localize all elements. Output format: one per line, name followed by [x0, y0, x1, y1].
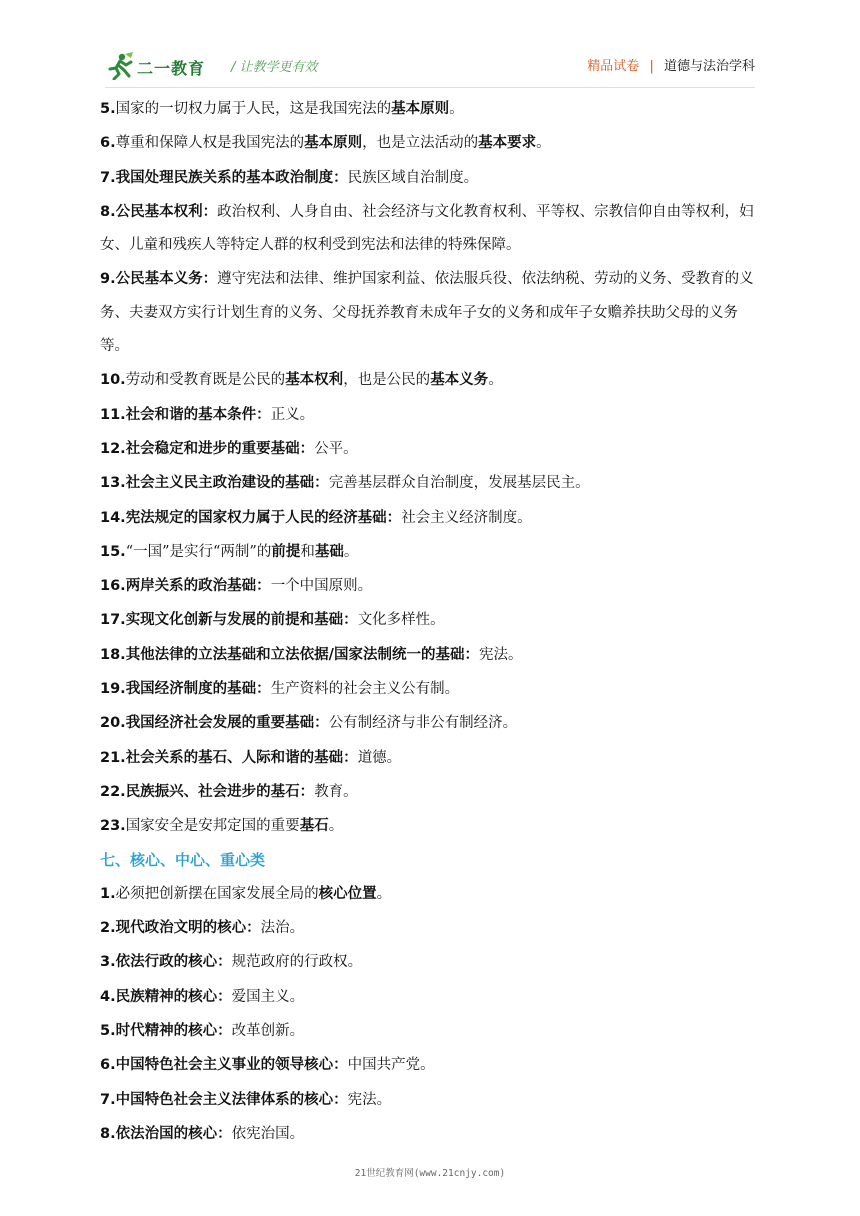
item-number: 7.	[100, 169, 116, 186]
bold-text: 基石	[299, 817, 329, 835]
item-number: 6.	[100, 135, 116, 152]
list-item	[100, 809, 762, 843]
item-number: 6.	[100, 1057, 116, 1074]
list-item	[100, 1014, 762, 1048]
item-text: 必须把创新摆在国家发展全局的	[115, 885, 319, 902]
bold-text: 社会稳定和进步的重要基础：	[125, 439, 315, 457]
bold-text: 我国经济制度的基础：	[125, 680, 271, 698]
list-item	[100, 501, 762, 535]
item-text: 宪法。	[478, 646, 523, 663]
bold-text: 基本要求	[478, 134, 537, 152]
list-item	[100, 672, 762, 706]
list-item	[100, 535, 762, 569]
bold-text: 依法治国的核心：	[115, 1124, 232, 1142]
list-item	[100, 432, 762, 466]
item-text: “一国”是实行“两制”的	[125, 543, 272, 560]
item-text: ，也是立法活动的	[362, 135, 479, 152]
item-text: 改革创新。	[231, 1023, 305, 1040]
item-text: 。	[328, 818, 344, 835]
item-text: 法治。	[260, 920, 305, 937]
item-text: 国家的一切权力属于人民，这是我国宪法的	[115, 101, 392, 117]
bold-text: 基本原则	[391, 100, 450, 117]
item-number: 13.	[100, 475, 126, 492]
item-number: 3.	[100, 954, 116, 971]
bold-text: 前提	[271, 542, 301, 560]
list-item	[100, 603, 762, 637]
item-number: 5.	[100, 1023, 116, 1040]
bold-text: 我国处理民族关系的基本政治制度：	[115, 168, 348, 186]
list-item	[100, 398, 762, 432]
item-number: 2.	[100, 920, 116, 937]
bold-text: 中国特色社会主义事业的领导核心：	[115, 1056, 348, 1074]
item-text: 公有制经济与非公有制经济。	[328, 715, 518, 732]
item-text: 中国共产党。	[347, 1057, 435, 1074]
item-number: 16.	[100, 578, 126, 595]
list-item	[100, 363, 762, 397]
list-item	[100, 638, 762, 672]
item-text: 规范政府的行政权。	[231, 954, 363, 971]
list-item	[100, 911, 762, 945]
header-separator: |	[649, 59, 654, 74]
bold-text: 中国特色社会主义法律体系的核心：	[115, 1090, 348, 1108]
list-item	[100, 775, 762, 809]
section-heading: 七、核心、中心、重心类	[100, 850, 266, 869]
item-text: 劳动和受教育既是公民的	[125, 372, 286, 389]
bold-text: 公民基本义务：	[115, 270, 218, 288]
bold-text: 基本义务	[430, 371, 489, 389]
bold-text: 民族精神的核心：	[115, 987, 232, 1005]
header-tag: 精品试卷	[587, 59, 640, 74]
runner-logo-icon	[105, 52, 135, 80]
list-item	[100, 741, 762, 775]
item-list-core	[100, 877, 762, 1151]
list-item	[100, 945, 762, 979]
bold-text: 核心位置	[318, 884, 377, 902]
item-number: 12.	[100, 440, 126, 457]
item-number: 8.	[100, 203, 116, 220]
bold-text: 公民基本权利：	[115, 202, 218, 220]
bold-text: 民族振兴、社会进步的基石：	[125, 782, 315, 800]
item-text: 尊重和保障人权是我国宪法的	[115, 135, 305, 152]
item-text: 依宪治国。	[231, 1125, 305, 1142]
item-number: 9.	[100, 271, 116, 288]
list-item	[100, 1117, 762, 1151]
bold-text: 我国经济社会发展的重要基础：	[125, 714, 329, 732]
page-header	[105, 44, 755, 88]
list-item	[100, 980, 762, 1014]
item-text: 宪法。	[347, 1091, 392, 1108]
item-number: 5.	[100, 101, 116, 117]
list-item	[100, 126, 762, 160]
list-item	[100, 161, 762, 195]
item-number: 18.	[100, 646, 126, 663]
item-number: 14.	[100, 509, 126, 526]
list-item	[100, 466, 762, 500]
item-number: 7.	[100, 1091, 116, 1108]
list-item	[100, 877, 762, 911]
bold-text: 基础	[314, 542, 344, 560]
item-text: 公平。	[314, 440, 358, 457]
list-item	[100, 1048, 762, 1082]
item-number: 11.	[100, 406, 126, 423]
item-text: 教育。	[314, 783, 358, 800]
item-text: 正义。	[270, 406, 315, 423]
item-text: 和	[300, 543, 315, 560]
item-text: 国家安全是安邦定国的重要	[125, 818, 300, 835]
list-item	[100, 92, 762, 126]
item-text: 文化多样性。	[357, 612, 445, 629]
item-text: 爱国主义。	[231, 988, 305, 1005]
bold-text: 两岸关系的政治基础：	[125, 577, 271, 595]
bold-text: 其他法律的立法基础和立法依据/国家法制统一的基础：	[125, 645, 479, 663]
bold-text: 基本权利	[285, 371, 344, 389]
item-number: 22.	[100, 783, 126, 800]
item-list-basics	[100, 92, 762, 844]
list-item	[100, 1083, 762, 1117]
slogan: / 让教学更有效	[231, 60, 318, 75]
item-number: 20.	[100, 715, 126, 732]
item-text: 完善基层群众自治制度，发展基层民主。	[328, 475, 590, 492]
item-number: 1.	[100, 885, 116, 902]
logo	[105, 52, 225, 80]
item-number: 8.	[100, 1125, 116, 1142]
item-text: 。	[488, 372, 503, 389]
bold-text: 时代精神的核心：	[115, 1022, 232, 1040]
list-item	[100, 569, 762, 603]
item-text: 民族区域自治制度。	[347, 169, 479, 186]
item-text: 遵守宪法和法律、维护国家利益、依法服兵役、依法纳税、劳动的义务、受教育的义务、夫妻双方实行计划生育的义务、父母抚养教育未成年子女的义务和成年子女赡养扶助父母的义务等。	[100, 271, 754, 355]
logo-text: 二一教育	[137, 59, 206, 78]
header-divider	[105, 87, 755, 88]
list-item	[100, 706, 762, 740]
item-text: 。	[449, 101, 464, 117]
bold-text: 依法行政的核心：	[115, 953, 232, 971]
item-text: ，也是公民的	[343, 372, 431, 389]
header-right	[587, 55, 755, 74]
item-number: 17.	[100, 612, 126, 629]
item-number: 10.	[100, 372, 126, 389]
bold-text: 社会主义民主政治建设的基础：	[125, 474, 329, 492]
bold-text: 社会和谐的基本条件：	[125, 405, 271, 423]
document-body	[100, 92, 762, 1151]
bold-text: 基本原则	[304, 134, 363, 152]
page-footer: 21世纪教育网(www.21cnjy.com)	[354, 1168, 506, 1179]
item-text: 道德。	[357, 749, 402, 766]
item-text: 一个中国原则。	[270, 578, 373, 595]
item-text: 生产资料的社会主义公有制。	[270, 681, 460, 698]
item-text: 。	[376, 885, 392, 902]
bold-text: 社会关系的基石、人际和谐的基础：	[125, 748, 358, 766]
item-text: 。	[536, 135, 551, 152]
item-number: 23.	[100, 818, 126, 835]
item-number: 21.	[100, 749, 126, 766]
item-text: 社会主义经济制度。	[401, 509, 532, 526]
bold-text: 实现文化创新与发展的前提和基础：	[125, 611, 358, 629]
item-number: 19.	[100, 681, 126, 698]
item-text: 政治权利、人身自由、社会经济与文化教育权利、平等权、宗教信仰自由等权利，妇女、儿童和残疾人等特定人群的权利受到宪法和法律的特殊保障。	[100, 203, 754, 254]
list-item	[100, 195, 762, 263]
bold-text: 宪法规定的国家权力属于人民的经济基础：	[125, 508, 402, 526]
item-text: 。	[343, 543, 359, 560]
item-number: 15.	[100, 543, 126, 560]
header-subject: 道德与法治学科	[663, 59, 755, 74]
item-number: 4.	[100, 988, 116, 1005]
bold-text: 现代政治文明的核心：	[115, 919, 261, 937]
list-item	[100, 262, 762, 363]
